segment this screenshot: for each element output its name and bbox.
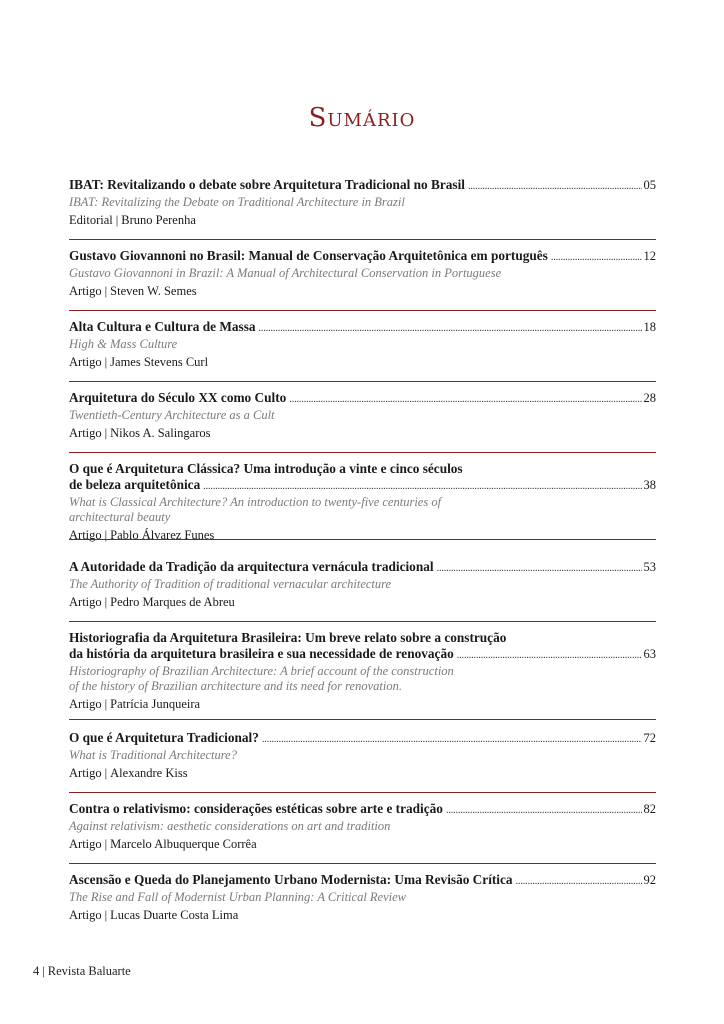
- entry-byline: [69, 594, 656, 610]
- byline-separator: |: [104, 528, 108, 542]
- dot-leader: [551, 250, 642, 266]
- byline-separator: |: [104, 766, 108, 780]
- entry-title: Alta Cultura e Cultura de Massa: [69, 319, 256, 334]
- footer-publication: Revista Baluarte: [47, 964, 131, 978]
- entry-subtitle: What is Traditional Architecture?: [69, 748, 237, 762]
- entry-page-number: 53: [643, 560, 656, 574]
- entry-page-number: 72: [643, 731, 656, 745]
- entry-byline: [69, 354, 656, 370]
- dot-leader: [289, 392, 641, 408]
- byline-separator: |: [104, 426, 108, 440]
- entry-title-line: [69, 730, 656, 748]
- entry-title: Contra o relativismo: considerações estéticas sobre arte e tradição: [69, 801, 443, 816]
- entry-page-number: 18: [643, 320, 656, 334]
- dot-leader: [262, 732, 642, 748]
- entry-divider: [69, 452, 656, 453]
- entry-byline: [69, 907, 656, 923]
- entry-title-line: [69, 390, 656, 408]
- toc-entry[interactable]: [69, 319, 656, 370]
- entry-title: da história da arquitetura brasileira e sua necessidade de renovação: [69, 646, 454, 661]
- toc-entry[interactable]: [69, 461, 656, 543]
- entry-divider: [69, 539, 656, 540]
- entry-type: Artigo: [69, 908, 102, 922]
- entry-page-number: 05: [643, 178, 656, 192]
- entry-subtitle: The Authority of Tradition of traditional vernacular architecture: [69, 577, 392, 591]
- entry-type: Artigo: [69, 595, 102, 609]
- toc-entry[interactable]: [69, 630, 656, 712]
- dot-leader: [259, 321, 642, 337]
- toc-entry[interactable]: [69, 390, 656, 441]
- entry-title: Arquitetura do Século XX como Culto: [69, 390, 287, 405]
- entry-type: Artigo: [69, 766, 102, 780]
- entry-byline: [69, 836, 656, 852]
- entry-title-line: [69, 319, 656, 337]
- entry-divider: [69, 719, 656, 720]
- byline-separator: |: [104, 355, 108, 369]
- dot-leader: [437, 561, 642, 577]
- byline-separator: |: [115, 213, 119, 227]
- entry-subtitle: Gustavo Giovannoni in Brazil: A Manual of Architectural Conservation in Portuguese: [69, 266, 502, 280]
- entry-title-line: [69, 177, 656, 195]
- entry-subtitle: Against relativism: aesthetic considerations on art and tradition: [69, 819, 391, 833]
- entry-title-line: O que é Arquitetura Clássica? Uma introdução a vinte e cinco séculos: [69, 461, 463, 476]
- entry-author: Pablo Álvarez Funes: [110, 528, 215, 542]
- toc-entry[interactable]: [69, 248, 656, 299]
- entry-page-number: 28: [643, 391, 656, 405]
- entry-type: Artigo: [69, 426, 102, 440]
- entry-subtitle: High & Mass Culture: [69, 337, 178, 351]
- dot-leader: [516, 874, 642, 890]
- entry-author: Pedro Marques de Abreu: [110, 595, 235, 609]
- entry-divider: [69, 621, 656, 622]
- entry-author: James Stevens Curl: [110, 355, 209, 369]
- entry-page-number: 38: [643, 478, 656, 492]
- entry-title: A Autoridade da Tradição da arquitectura vernácula tradicional: [69, 559, 434, 574]
- entry-subtitle: What is Classical Architecture? An introduction to twenty-five centuries of: [69, 495, 442, 509]
- dot-leader: [203, 479, 641, 495]
- byline-separator: |: [104, 697, 108, 711]
- toc-entry[interactable]: [69, 177, 656, 228]
- entry-title-line: [69, 248, 656, 266]
- byline-separator: |: [104, 595, 108, 609]
- toc-entry[interactable]: [69, 730, 656, 781]
- entry-author: Alexandre Kiss: [110, 766, 188, 780]
- entry-title: de beleza arquitetônica: [69, 477, 201, 492]
- dot-leader: [468, 179, 642, 195]
- entry-divider: [69, 381, 656, 382]
- entry-byline: [69, 283, 656, 299]
- toc-entry[interactable]: [69, 872, 656, 923]
- entry-divider: [69, 310, 656, 311]
- entry-title: Gustavo Giovannoni no Brasil: Manual de Conservação Arquitetônica em português: [69, 248, 548, 263]
- entry-byline: [69, 696, 656, 712]
- entry-divider: [69, 863, 656, 864]
- entry-author: Marcelo Albuquerque Corrêa: [110, 837, 257, 851]
- entry-byline: [69, 212, 656, 228]
- dot-leader: [457, 648, 642, 664]
- page-title: Sumário: [308, 103, 416, 133]
- footer-page-number: 4: [33, 964, 40, 978]
- entry-subtitle: IBAT: Revitalizing the Debate on Traditional Architecture in Brazil: [69, 195, 405, 209]
- entry-author: Bruno Perenha: [121, 213, 196, 227]
- entry-subtitle: The Rise and Fall of Modernist Urban Planning: A Critical Review: [69, 890, 407, 904]
- entry-title-line: [69, 477, 656, 495]
- entry-subtitle: architectural beauty: [69, 510, 171, 524]
- dot-leader: [446, 803, 642, 819]
- entry-title: Ascensão e Queda do Planejamento Urbano Modernista: Uma Revisão Crítica: [69, 872, 513, 887]
- entry-page-number: 92: [643, 873, 656, 887]
- byline-separator: |: [104, 837, 108, 851]
- page-footer: [33, 964, 131, 979]
- entry-page-number: 12: [643, 249, 656, 263]
- entry-title-line: [69, 872, 656, 890]
- entry-subtitle: of the history of Brazilian architecture and its need for renovation.: [69, 679, 402, 693]
- entry-author: Lucas Duarte Costa Lima: [110, 908, 239, 922]
- entry-title-line: [69, 646, 656, 664]
- entry-title-line: [69, 559, 656, 577]
- byline-separator: |: [104, 908, 108, 922]
- entry-type: Artigo: [69, 355, 102, 369]
- entry-divider: [69, 239, 656, 240]
- entry-type: Artigo: [69, 837, 102, 851]
- entry-author: Patrícia Junqueira: [110, 697, 201, 711]
- entry-author: Nikos A. Salingaros: [110, 426, 211, 440]
- toc-entry[interactable]: [69, 559, 656, 610]
- entry-byline: [69, 765, 656, 781]
- entry-title: O que é Arquitetura Tradicional?: [69, 730, 259, 745]
- entry-byline: [69, 425, 656, 441]
- toc-entry[interactable]: [69, 801, 656, 852]
- entry-type: Editorial: [69, 213, 113, 227]
- entry-page-number: 63: [643, 647, 656, 661]
- entry-title-line: [69, 801, 656, 819]
- entry-author: Steven W. Semes: [110, 284, 197, 298]
- entry-type: Artigo: [69, 697, 102, 711]
- entry-byline: [69, 527, 656, 543]
- byline-separator: |: [104, 284, 108, 298]
- entry-subtitle: Historiography of Brazilian Architecture: A brief account of the construction: [69, 664, 454, 678]
- entry-type: Artigo: [69, 528, 102, 542]
- entry-subtitle: Twentieth-Century Architecture as a Cult: [69, 408, 275, 422]
- footer-separator: |: [42, 964, 45, 978]
- entry-page-number: 82: [643, 802, 656, 816]
- entry-type: Artigo: [69, 284, 102, 298]
- entry-divider: [69, 792, 656, 793]
- entry-title-line: Historiografia da Arquitetura Brasileira: Um breve relato sobre a construção: [69, 630, 507, 645]
- entry-title: IBAT: Revitalizando o debate sobre Arquitetura Tradicional no Brasil: [69, 177, 465, 192]
